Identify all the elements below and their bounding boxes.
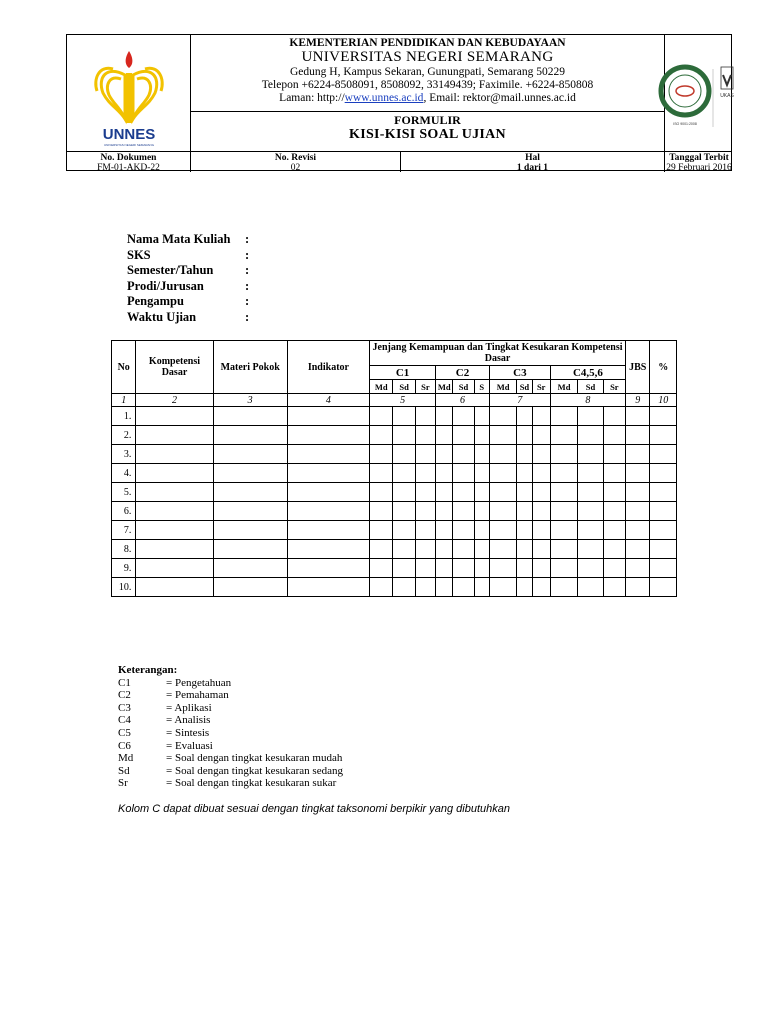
row-number: 6. xyxy=(112,502,136,521)
table-cell[interactable] xyxy=(489,540,516,559)
table-cell[interactable] xyxy=(489,464,516,483)
table-cell[interactable] xyxy=(517,502,532,521)
legend-value: = Soal dengan tingkat kesukaran sedang xyxy=(166,764,343,777)
form-label: FORMULIR xyxy=(394,113,461,127)
note: Kolom C dapat dibuat sesuai dengan tingkat taksonomi berpikir yang dibutuhkan xyxy=(118,803,510,815)
info-label: Waktu Ujian xyxy=(127,309,197,324)
table-cell[interactable] xyxy=(393,426,415,445)
page-number: Hal 1 dari 1 xyxy=(401,152,665,172)
table-cell[interactable] xyxy=(436,521,453,540)
table-cell[interactable] xyxy=(213,502,287,521)
table-cell[interactable] xyxy=(550,426,577,445)
col-indikator: Indikator xyxy=(287,341,369,394)
table-cell[interactable] xyxy=(532,521,550,540)
table-cell[interactable] xyxy=(532,559,550,578)
info-label: SKS xyxy=(127,247,151,262)
table-cell[interactable] xyxy=(532,445,550,464)
table-cell[interactable] xyxy=(517,445,532,464)
table-cell[interactable] xyxy=(578,540,603,559)
website-link[interactable]: www.unnes.ac.id xyxy=(344,92,424,104)
difficulty-subheader: Sd xyxy=(393,380,415,394)
table-cell[interactable] xyxy=(213,521,287,540)
table-cell[interactable] xyxy=(650,540,677,559)
table-cell[interactable] xyxy=(603,502,625,521)
difficulty-subheader: Md xyxy=(370,380,393,394)
info-line xyxy=(127,310,255,326)
col-no: No xyxy=(112,341,136,394)
revision: No. Revisi 02 xyxy=(191,152,401,172)
table-cell[interactable] xyxy=(415,426,435,445)
table-cell[interactable] xyxy=(393,540,415,559)
table-cell[interactable] xyxy=(603,483,625,502)
svg-text:UKAS: UKAS xyxy=(720,93,734,99)
table-cell[interactable] xyxy=(489,483,516,502)
table-cell[interactable] xyxy=(532,578,550,597)
table-cell[interactable] xyxy=(370,521,393,540)
legend-value: = Analisis xyxy=(166,714,211,727)
column-number: 5 xyxy=(370,394,436,407)
table-cell[interactable] xyxy=(626,483,650,502)
column-number: 10 xyxy=(650,394,677,407)
table-cell[interactable] xyxy=(489,426,516,445)
table-cell[interactable] xyxy=(287,426,369,445)
table-cell[interactable] xyxy=(603,407,625,426)
university-name: UNIVERSITAS NEGERI SEMARANG xyxy=(301,49,554,65)
table-cell[interactable] xyxy=(626,540,650,559)
table-cell[interactable] xyxy=(489,578,516,597)
table-cell[interactable] xyxy=(474,502,489,521)
column-number: 6 xyxy=(436,394,490,407)
cert-text: ISO 9001:2008 xyxy=(673,122,697,126)
info-colon: : xyxy=(245,278,250,293)
phone: Telepon +6224-8508091, 8508092, 33149439; Faximile. +6224-850808 xyxy=(261,79,594,91)
table-cell[interactable] xyxy=(626,426,650,445)
info-colon: : xyxy=(245,247,250,262)
table-cell[interactable] xyxy=(550,578,577,597)
table-cell[interactable] xyxy=(474,407,489,426)
difficulty-subheader: Sd xyxy=(517,380,532,394)
table-cell[interactable] xyxy=(578,559,603,578)
table-cell[interactable] xyxy=(532,407,550,426)
table-cell[interactable] xyxy=(287,445,369,464)
table-cell[interactable] xyxy=(578,407,603,426)
table-cell[interactable] xyxy=(603,521,625,540)
table-cell[interactable] xyxy=(287,407,369,426)
table-cell[interactable] xyxy=(532,502,550,521)
table-cell[interactable] xyxy=(550,407,577,426)
unnes-logo xyxy=(67,35,191,151)
table-cell[interactable] xyxy=(550,559,577,578)
row-number: 8. xyxy=(112,540,136,559)
table-cell[interactable] xyxy=(436,464,453,483)
row-number: 4. xyxy=(112,464,136,483)
table-cell[interactable] xyxy=(393,483,415,502)
row-number: 2. xyxy=(112,426,136,445)
table-cell[interactable] xyxy=(393,559,415,578)
table-cell[interactable] xyxy=(578,483,603,502)
web-email: Laman: http://www.unnes.ac.id, Email: rektor@mail.unnes.ac.id xyxy=(279,92,576,104)
legend-value: = Soal dengan tingkat kesukaran mudah xyxy=(166,752,343,765)
table-cell[interactable] xyxy=(213,426,287,445)
table-cell[interactable] xyxy=(603,540,625,559)
table-cell[interactable] xyxy=(474,578,489,597)
document-meta-row xyxy=(67,151,731,172)
legend xyxy=(118,664,343,790)
table-cell[interactable] xyxy=(213,445,287,464)
legend-value: = Pemahaman xyxy=(166,689,229,702)
table-row xyxy=(112,445,677,464)
info-line xyxy=(127,248,255,264)
table-cell[interactable] xyxy=(489,502,516,521)
table-cell[interactable] xyxy=(517,521,532,540)
table-cell[interactable] xyxy=(650,426,677,445)
legend-key: Sd xyxy=(118,764,130,777)
table-row xyxy=(112,426,677,445)
table-cell[interactable] xyxy=(532,464,550,483)
table-cell[interactable] xyxy=(650,521,677,540)
column-number: 7 xyxy=(489,394,550,407)
table-cell[interactable] xyxy=(213,578,287,597)
table-cell[interactable] xyxy=(415,540,435,559)
table-cell[interactable] xyxy=(626,445,650,464)
table-cell[interactable] xyxy=(287,559,369,578)
logo-text: UNNES xyxy=(102,126,156,143)
table-cell[interactable] xyxy=(453,521,474,540)
table-cell[interactable] xyxy=(650,559,677,578)
table-cell[interactable] xyxy=(603,464,625,483)
table-cell[interactable] xyxy=(436,559,453,578)
info-colon: : xyxy=(245,294,250,308)
table-cell[interactable] xyxy=(532,426,550,445)
table-cell[interactable] xyxy=(517,426,532,445)
table-cell[interactable] xyxy=(415,445,435,464)
kisi-kisi-table xyxy=(111,340,677,597)
table-cell[interactable] xyxy=(453,407,474,426)
table-cell[interactable] xyxy=(603,559,625,578)
level-group: C1 xyxy=(370,366,436,380)
legend-item xyxy=(118,689,343,702)
column-number: 8 xyxy=(550,394,625,407)
table-cell[interactable] xyxy=(370,464,393,483)
table-cell[interactable] xyxy=(415,502,435,521)
legend-key: C3 xyxy=(118,701,131,714)
table-cell[interactable] xyxy=(578,464,603,483)
row-number: 10. xyxy=(112,578,136,597)
legend-key: C6 xyxy=(118,739,131,752)
table-cell[interactable] xyxy=(650,445,677,464)
table-cell[interactable] xyxy=(436,540,453,559)
difficulty-subheader: Md xyxy=(436,380,453,394)
table-cell[interactable] xyxy=(517,578,532,597)
table-cell[interactable] xyxy=(136,407,213,426)
table-cell[interactable] xyxy=(436,445,453,464)
certification-logos xyxy=(665,35,733,151)
info-line xyxy=(127,232,255,248)
legend-item xyxy=(118,752,343,765)
info-label: Pengampu xyxy=(127,294,184,308)
level-group: C3 xyxy=(489,366,550,380)
table-cell[interactable] xyxy=(453,426,474,445)
institution-block xyxy=(191,35,665,151)
col-jbs: JBS xyxy=(626,341,650,394)
table-cell[interactable] xyxy=(136,445,213,464)
table-cell[interactable] xyxy=(453,502,474,521)
info-label: Prodi/Jurusan xyxy=(127,278,204,293)
table-cell[interactable] xyxy=(213,407,287,426)
table-cell[interactable] xyxy=(213,483,287,502)
table-cell[interactable] xyxy=(453,559,474,578)
difficulty-subheader: S xyxy=(474,380,489,394)
table-cell[interactable] xyxy=(650,483,677,502)
info-label: Semester/Tahun xyxy=(127,263,214,277)
info-colon: : xyxy=(245,309,250,324)
table-cell[interactable] xyxy=(370,559,393,578)
table-cell[interactable] xyxy=(393,502,415,521)
table-cell[interactable] xyxy=(370,407,393,426)
difficulty-subheader: Sr xyxy=(603,380,625,394)
table-cell[interactable] xyxy=(550,540,577,559)
address: Gedung H, Kampus Sekaran, Gunungpati, Semarang 50229 xyxy=(290,66,565,78)
col-kompetensi: Kompetensi Dasar xyxy=(136,341,213,394)
table-row xyxy=(112,483,677,502)
legend-value: = Evaluasi xyxy=(166,739,213,752)
table-cell[interactable] xyxy=(578,445,603,464)
legend-item xyxy=(118,677,343,690)
table-cell[interactable] xyxy=(474,540,489,559)
table-cell[interactable] xyxy=(136,578,213,597)
table-cell[interactable] xyxy=(415,521,435,540)
level-group: C4,5,6 xyxy=(550,366,625,380)
difficulty-subheader: Sr xyxy=(532,380,550,394)
table-cell[interactable] xyxy=(603,445,625,464)
table-cell[interactable] xyxy=(626,464,650,483)
table-cell[interactable] xyxy=(550,445,577,464)
table-cell[interactable] xyxy=(370,445,393,464)
table-cell[interactable] xyxy=(578,521,603,540)
form-title: KISI-KISI SOAL UJIAN xyxy=(349,127,506,142)
table-cell[interactable] xyxy=(474,426,489,445)
col-materi: Materi Pokok xyxy=(213,341,287,394)
table-cell[interactable] xyxy=(517,407,532,426)
table-cell[interactable] xyxy=(393,578,415,597)
table-cell[interactable] xyxy=(626,521,650,540)
table-cell[interactable] xyxy=(517,464,532,483)
table-cell[interactable] xyxy=(578,502,603,521)
table-cell[interactable] xyxy=(474,559,489,578)
table-cell[interactable] xyxy=(626,559,650,578)
ministry-name: KEMENTERIAN PENDIDIKAN DAN KEBUDAYAAN xyxy=(289,37,566,49)
legend-value: = Soal dengan tingkat kesukaran sukar xyxy=(166,777,337,790)
info-colon: : xyxy=(245,232,250,246)
legend-key: Md xyxy=(118,752,134,765)
table-cell[interactable] xyxy=(489,521,516,540)
table-row xyxy=(112,464,677,483)
table-cell[interactable] xyxy=(436,483,453,502)
legend-value: = Aplikasi xyxy=(166,701,212,714)
table-cell[interactable] xyxy=(213,559,287,578)
table-cell[interactable] xyxy=(650,502,677,521)
column-number: 3 xyxy=(213,394,287,407)
legend-item xyxy=(118,777,343,790)
table-cell[interactable] xyxy=(415,483,435,502)
table-cell[interactable] xyxy=(650,578,677,597)
table-cell[interactable] xyxy=(136,521,213,540)
table-cell[interactable] xyxy=(517,559,532,578)
table-cell[interactable] xyxy=(453,464,474,483)
legend-key: Sr xyxy=(118,777,128,790)
table-cell[interactable] xyxy=(626,502,650,521)
table-cell[interactable] xyxy=(370,502,393,521)
legend-key: C5 xyxy=(118,726,131,739)
table-row xyxy=(112,578,677,597)
row-number: 5. xyxy=(112,483,136,502)
legend-item xyxy=(118,727,343,740)
table-cell[interactable] xyxy=(489,407,516,426)
logo-subtext: UNIVERSITAS NEGERI SEMARANG xyxy=(103,143,155,147)
legend-value: = Pengetahuan xyxy=(166,676,232,689)
table-cell[interactable] xyxy=(287,464,369,483)
table-cell[interactable] xyxy=(136,426,213,445)
legend-item xyxy=(118,740,343,753)
table-row xyxy=(112,559,677,578)
difficulty-subheader: Md xyxy=(550,380,577,394)
document-header xyxy=(66,34,732,171)
table-cell[interactable] xyxy=(136,540,213,559)
table-cell[interactable] xyxy=(453,483,474,502)
table-cell[interactable] xyxy=(474,521,489,540)
table-cell[interactable] xyxy=(626,407,650,426)
course-info xyxy=(127,232,255,325)
col-percent: % xyxy=(650,341,677,394)
difficulty-subheader: Md xyxy=(489,380,516,394)
table-cell[interactable] xyxy=(370,540,393,559)
table-cell[interactable] xyxy=(650,464,677,483)
table-cell[interactable] xyxy=(136,464,213,483)
issue-date: Tanggal Terbit 29 Februari 2016 xyxy=(666,153,732,173)
table-cell[interactable] xyxy=(436,578,453,597)
table-cell[interactable] xyxy=(136,559,213,578)
table-cell[interactable] xyxy=(550,502,577,521)
difficulty-subheader: Sd xyxy=(453,380,474,394)
column-number: 9 xyxy=(626,394,650,407)
table-cell[interactable] xyxy=(136,502,213,521)
table-cell[interactable] xyxy=(287,502,369,521)
table-cell[interactable] xyxy=(213,540,287,559)
table-row xyxy=(112,407,677,426)
column-number: 2 xyxy=(136,394,213,407)
table-cell[interactable] xyxy=(415,559,435,578)
table-cell[interactable] xyxy=(474,483,489,502)
info-line xyxy=(127,279,255,295)
row-number: 3. xyxy=(112,445,136,464)
table-cell[interactable] xyxy=(436,502,453,521)
table-cell[interactable] xyxy=(489,559,516,578)
table-cell[interactable] xyxy=(213,464,287,483)
table-cell[interactable] xyxy=(517,540,532,559)
table-cell[interactable] xyxy=(474,464,489,483)
info-line xyxy=(127,263,255,279)
difficulty-subheader: Sr xyxy=(415,380,435,394)
legend-key: C2 xyxy=(118,689,131,702)
table-cell[interactable] xyxy=(370,483,393,502)
table-cell[interactable] xyxy=(453,578,474,597)
table-cell[interactable] xyxy=(393,464,415,483)
table-cell[interactable] xyxy=(370,426,393,445)
table-cell[interactable] xyxy=(436,426,453,445)
row-number: 7. xyxy=(112,521,136,540)
doc-number: No. Dokumen FM-01-AKD-22 xyxy=(67,152,191,172)
column-number: 1 xyxy=(112,394,136,407)
legend-title: Keterangan: xyxy=(118,664,178,676)
table-cell[interactable] xyxy=(370,578,393,597)
row-number: 9. xyxy=(112,559,136,578)
table-cell[interactable] xyxy=(287,521,369,540)
info-colon: : xyxy=(245,263,250,277)
table-cell[interactable] xyxy=(603,426,625,445)
table-cell[interactable] xyxy=(415,407,435,426)
column-number: 4 xyxy=(287,394,369,407)
table-cell[interactable] xyxy=(453,540,474,559)
table-cell[interactable] xyxy=(489,445,516,464)
table-cell[interactable] xyxy=(393,407,415,426)
table-row xyxy=(112,540,677,559)
table-cell[interactable] xyxy=(393,521,415,540)
legend-key: C1 xyxy=(118,676,131,689)
table-cell[interactable] xyxy=(453,445,474,464)
table-cell[interactable] xyxy=(532,540,550,559)
table-cell[interactable] xyxy=(578,426,603,445)
table-cell[interactable] xyxy=(393,445,415,464)
table-cell[interactable] xyxy=(626,578,650,597)
level-group: C2 xyxy=(436,366,490,380)
table-cell[interactable] xyxy=(136,483,213,502)
table-cell[interactable] xyxy=(550,464,577,483)
legend-item xyxy=(118,702,343,715)
row-number: 1. xyxy=(112,407,136,426)
difficulty-subheader: Sd xyxy=(578,380,603,394)
table-cell[interactable] xyxy=(578,578,603,597)
table-cell[interactable] xyxy=(532,483,550,502)
table-cell[interactable] xyxy=(287,578,369,597)
legend-item xyxy=(118,714,343,727)
legend-value: = Sintesis xyxy=(166,726,210,739)
legend-item xyxy=(118,765,343,778)
table-cell[interactable] xyxy=(287,483,369,502)
legend-key: C4 xyxy=(118,714,131,727)
table-cell[interactable] xyxy=(517,483,532,502)
table-cell[interactable] xyxy=(474,445,489,464)
table-cell[interactable] xyxy=(603,578,625,597)
col-jenjang: Jenjang Kemampuan dan Tingkat Kesukaran Kompetensi Dasar xyxy=(370,341,626,366)
info-label: Nama Mata Kuliah xyxy=(127,232,231,246)
table-cell[interactable] xyxy=(650,407,677,426)
info-line xyxy=(127,294,255,310)
table-cell[interactable] xyxy=(550,521,577,540)
table-row xyxy=(112,502,677,521)
table-cell[interactable] xyxy=(287,540,369,559)
table-cell[interactable] xyxy=(415,578,435,597)
table-cell[interactable] xyxy=(415,464,435,483)
table-cell[interactable] xyxy=(550,483,577,502)
table-row xyxy=(112,521,677,540)
table-cell[interactable] xyxy=(436,407,453,426)
